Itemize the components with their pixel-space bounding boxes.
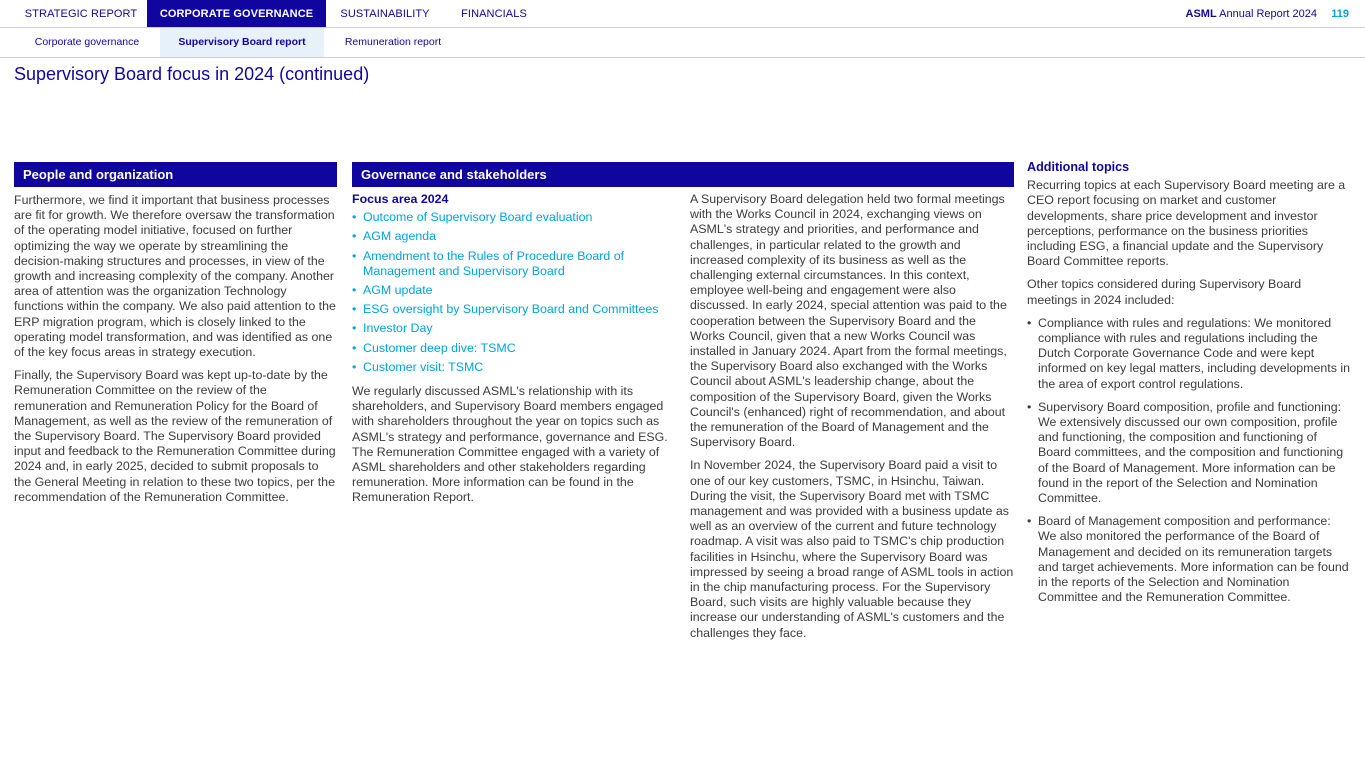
subtab-supervisory-board-report[interactable]: Supervisory Board report bbox=[160, 28, 324, 57]
additional-paragraph-2: Other topics considered during Supervisory Board meetings in 2024 included: bbox=[1027, 277, 1302, 307]
additional-topics-column bbox=[1027, 160, 1351, 613]
works-council-paragraph: A Supervisory Board delegation held two formal meetings with the Works Council in 2024, exchanging views on ASML's strategy and priorities, and performance and challenges, in particular related to the growth and increased complexity of its business as well as the challenging external circumstances. In this context, employee well-being and engagement were also discussed. In early 2024, special attention was paid to the cooperation between the Supervisory Board and the Works Council, given that a new Works Council was installed in January 2024. Apart from the formal meetings, the Supervisory Board also exchanged with the Works Council about ASML's leadership change, about the composition of the Supervisory Board, given the Works Council's (enhanced) right of recommendation, and about the remuneration of the Board of Management and the Supervisory Board. bbox=[690, 192, 1007, 450]
focus-area-title: Focus area 2024 bbox=[352, 192, 449, 206]
people-organization-header: People and organization bbox=[14, 162, 337, 187]
list-item-management-performance: • Board of Management composition and performance: We also monitored the performance of the Board of Management and decided on its remuneration targets and target achievements. More information can be found in the reports of the Selection and Nomination Committee and the Remuneration Committee. bbox=[1027, 514, 1351, 605]
shareholders-paragraph: We regularly discussed ASML's relationship with its shareholders, and Supervisory Board members engaged with shareholders throughout the year on topics such as ASML's strategy and performance, governance and ESG. The Remuneration Committee engaged with a variety of ASML shareholders and other stakeholders regarding remuneration. More information can be found in the Remuneration Report. bbox=[352, 384, 668, 505]
focus-link-investor-day[interactable]: • Investor Day bbox=[352, 321, 674, 336]
focus-area-list bbox=[352, 210, 674, 375]
focus-link-rules-amendment[interactable]: • Amendment to the Rules of Procedure Board of Management and Supervisory Board bbox=[352, 249, 674, 279]
list-item-compliance: • Compliance with rules and regulations: We monitored compliance with rules and regulations including the Dutch Corporate Governance Code and were kept informed on key legal matters, including developments in the area of export control regulations. bbox=[1027, 316, 1351, 392]
tab-financials[interactable]: FINANCIALS bbox=[461, 8, 527, 20]
focus-link-evaluation[interactable]: • Outcome of Supervisory Board evaluation bbox=[352, 210, 674, 225]
governance-right-column bbox=[690, 192, 1014, 649]
page-title: Supervisory Board focus in 2024 (continued) bbox=[14, 64, 370, 84]
additional-topics-title: Additional topics bbox=[1027, 160, 1130, 174]
page-number: 119 bbox=[1331, 8, 1349, 20]
brand-name: ASML bbox=[1185, 8, 1217, 20]
people-organization-column bbox=[14, 193, 338, 513]
top-navigation bbox=[0, 0, 1365, 28]
governance-left-column bbox=[352, 192, 674, 514]
people-paragraph-1: Furthermore, we find it important that business processes are fit for growth. We therefore oversaw the transformation of the operating model initiative, focused on further optimizing the way we operate by streamlining the decision-making structures and processes, in view of the growth and increasing complexity of the company. Another area of attention was the organization Technology functions within the company. We also paid attention to the ERP migration program, which is closely linked to the operating model transformation, and was identified as one of the key focus areas in strategy execution. bbox=[14, 193, 336, 360]
tsmc-visit-paragraph: In November 2024, the Supervisory Board paid a visit to one of our key customers, TSMC, in Hsinchu, Taiwan. During the visit, the Supervisory Board met with TSMC management and was provided with a business update as well as an overview of the current and future technology roadmap. A visit was also paid to TSMC's chip production facilities in Hsinchu, where the Supervisory Board was impressed by seeing a broad range of ASML tools in action in the chip manufacturing process. For the Supervisory Board, such visits are highly valuable because they increase our understanding of ASML's customers and the challenges they face. bbox=[690, 458, 1014, 640]
subtab-corporate-governance[interactable]: Corporate governance bbox=[34, 36, 140, 48]
tab-corporate-governance[interactable]: CORPORATE GOVERNANCE bbox=[147, 0, 326, 27]
sub-navigation bbox=[0, 28, 1365, 58]
focus-link-esg-oversight[interactable]: • ESG oversight by Supervisory Board and Committees bbox=[352, 302, 674, 317]
focus-link-customer-deep-dive[interactable]: • Customer deep dive: TSMC bbox=[352, 341, 674, 356]
tab-sustainability[interactable]: SUSTAINABILITY bbox=[340, 8, 430, 20]
focus-link-agm-update[interactable]: • AGM update bbox=[352, 283, 674, 298]
additional-topics-list bbox=[1027, 316, 1351, 606]
focus-link-customer-visit[interactable]: • Customer visit: TSMC bbox=[352, 360, 674, 375]
governance-stakeholders-header: Governance and stakeholders bbox=[352, 162, 1014, 187]
additional-paragraph-1: Recurring topics at each Supervisory Board meeting are a CEO report focusing on market and customer developments, share price development and investor perceptions, performance on the business priorities including ESG, a financial update and the Supervisory Board Committee reports. bbox=[1027, 178, 1346, 269]
list-item-board-composition: • Supervisory Board composition, profile and functioning: We extensively discussed our own composition, profile and functioning, the composition and functioning of Board committees, and the composition and functioning of the Board of Management. More information can be found in the report of the Selection and Nomination Committee. bbox=[1027, 400, 1351, 506]
focus-link-agm-agenda[interactable]: • AGM agenda bbox=[352, 229, 674, 244]
people-paragraph-2: Finally, the Supervisory Board was kept up-to-date by the Remuneration Committee on the review of the remuneration and Remuneration Policy for the Board of Management, as well as the review of the remuneration of the Supervisory Board. The Supervisory Board provided input and feedback to the Remuneration Committee during 2024 and, in early 2025, decided to submit proposals to the General Meeting in relation to these two topics, per the recommendation of the Remuneration Committee. bbox=[14, 368, 336, 504]
brand-report-title: Annual Report 2024 bbox=[1219, 8, 1317, 20]
tab-strategic-report[interactable]: STRATEGIC REPORT bbox=[24, 8, 138, 20]
subtab-remuneration-report[interactable]: Remuneration report bbox=[344, 36, 442, 48]
report-brand bbox=[1186, 0, 1317, 29]
